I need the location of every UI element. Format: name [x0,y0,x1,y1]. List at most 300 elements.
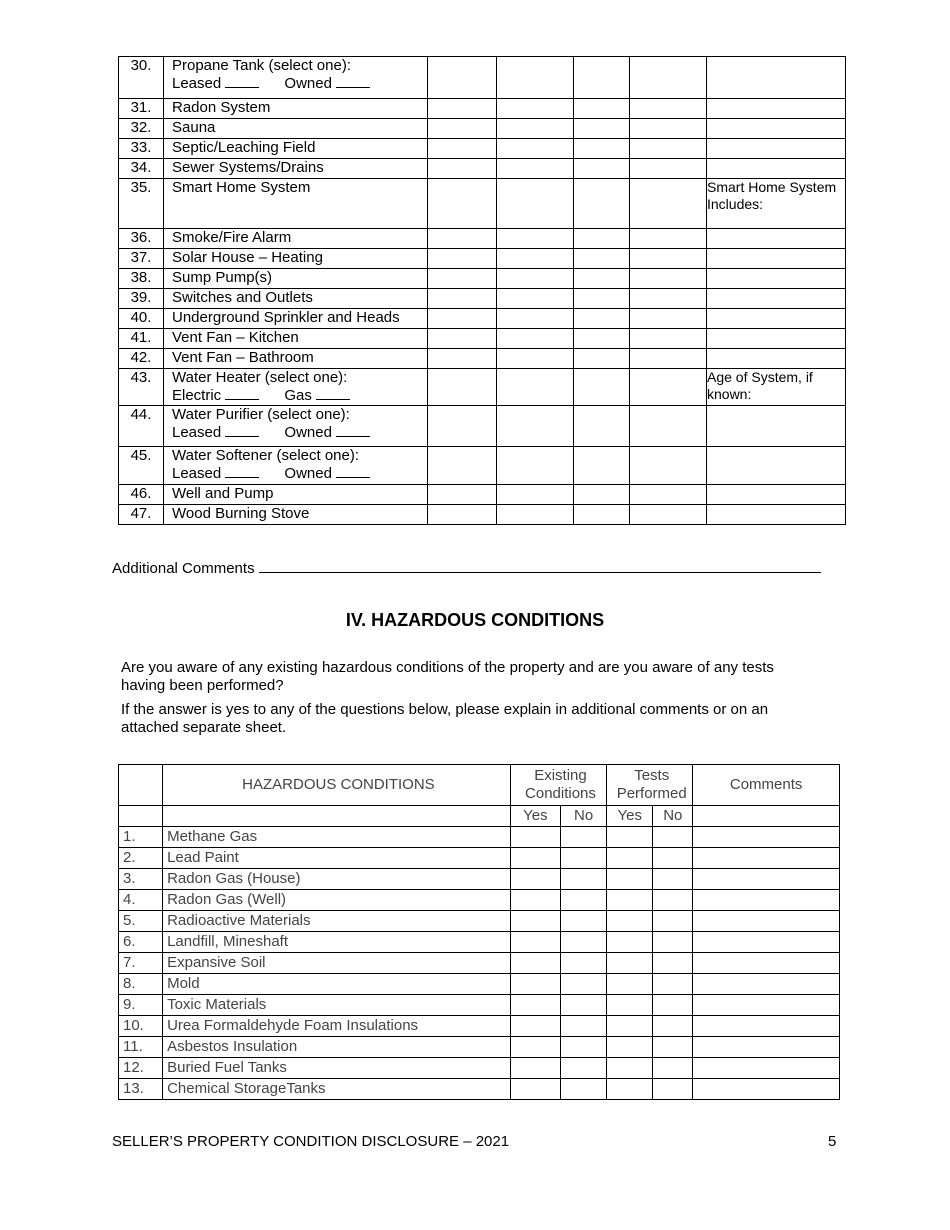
answer-cell[interactable] [574,505,630,525]
answer-cell[interactable] [574,329,630,349]
existing-yes-cell[interactable] [510,995,560,1016]
answer-cell[interactable] [574,139,630,159]
tests-yes-cell[interactable] [607,911,653,932]
row-number: 35. [119,179,164,229]
hazard-row [119,890,840,911]
answer-cell[interactable] [630,269,707,289]
hazard-name: Toxic Materials [163,995,511,1016]
answer-cell[interactable] [630,119,707,139]
item-label: Propane Tank (select one): [172,57,351,74]
row-number: 47. [119,505,164,525]
answer-cell[interactable] [497,179,574,229]
existing-yes-cell[interactable] [510,827,560,848]
row-number: 31. [119,99,164,119]
answer-cell[interactable] [428,159,497,179]
row-number: 36. [119,229,164,249]
answer-cell[interactable] [630,229,707,249]
header-tests-performed: Tests Performed [607,765,693,806]
existing-yes-cell[interactable] [510,1037,560,1058]
comment-cell[interactable] [707,139,846,159]
answer-cell[interactable] [428,289,497,309]
comment-cell[interactable] [707,447,846,485]
item-label: Sauna [172,119,216,136]
tests-yes-cell[interactable] [607,827,653,848]
tests-no-cell[interactable] [653,869,693,890]
tests-yes-cell[interactable] [607,848,653,869]
systems-row [119,249,846,269]
row-number: 30. [119,57,164,99]
comment-cell[interactable] [707,99,846,119]
hazard-name: Mold [163,974,511,995]
answer-cell[interactable] [574,119,630,139]
answer-cell[interactable] [630,349,707,369]
existing-yes-cell[interactable] [510,1058,560,1079]
section-title: IV. HAZARDOUS CONDITIONS [345,610,605,630]
row-number: 32. [119,119,164,139]
hazard-comment-cell[interactable] [693,1016,840,1037]
item-cell [164,269,428,289]
systems-row [119,159,846,179]
answer-cell[interactable] [574,485,630,505]
answer-cell[interactable] [428,269,497,289]
existing-no-cell[interactable] [561,995,607,1016]
answer-cell[interactable] [428,505,497,525]
subheader-existing-yes: Yes [510,806,560,827]
comment-cell[interactable] [707,406,846,447]
hazard-row [119,932,840,953]
option-a-label: Leased [172,424,222,441]
hazard-number: 8. [119,974,163,995]
systems-row [119,505,846,525]
answer-cell[interactable] [630,289,707,309]
systems-row [119,485,846,505]
item-label: Vent Fan – Bathroom [172,349,314,366]
tests-yes-cell[interactable] [607,1079,653,1100]
subheader-existing-no: No [561,806,607,827]
hazard-row [119,974,840,995]
tests-yes-cell[interactable] [607,974,653,995]
hazard-number: 12. [119,1058,163,1079]
comment-cell[interactable]: Smart Home System Includes: [707,179,846,229]
item-cell [164,406,428,447]
tests-yes-cell[interactable] [607,953,653,974]
hazard-row [119,911,840,932]
option-a-blank[interactable] [225,75,259,88]
systems-table [118,56,846,525]
item-cell [164,249,428,269]
hazard-name: Radon Gas (Well) [163,890,511,911]
option-b-blank[interactable] [336,75,370,88]
hazard-comment-cell[interactable] [693,932,840,953]
item-label: Solar House – Heating [172,249,323,266]
systems-row [119,99,846,119]
tests-yes-cell[interactable] [607,1016,653,1037]
systems-row [119,309,846,329]
hazard-name: Radioactive Materials [163,911,511,932]
hazard-comment-cell[interactable] [693,974,840,995]
hazard-comment-cell[interactable] [693,953,840,974]
existing-no-cell[interactable] [561,1079,607,1100]
systems-row [119,329,846,349]
row-number: 41. [119,329,164,349]
systems-row [119,119,846,139]
hazard-name: Asbestos Insulation [163,1037,511,1058]
additional-comments-label: Additional Comments [112,560,255,577]
answer-cell[interactable] [630,99,707,119]
item-label: Well and Pump [172,485,274,502]
hazard-comment-cell[interactable] [693,890,840,911]
hazard-row [119,1016,840,1037]
answer-cell[interactable] [574,57,630,99]
systems-row [119,289,846,309]
answer-cell[interactable] [574,406,630,447]
row-number: 34. [119,159,164,179]
comment-cell[interactable]: Age of System, if known: [707,369,846,406]
answer-cell[interactable] [428,309,497,329]
option-b-label: Owned [284,75,332,92]
page-number: 5 [828,1133,837,1150]
answer-cell[interactable] [497,369,574,406]
hazard-number: 6. [119,932,163,953]
hazard-number: 5. [119,911,163,932]
existing-yes-cell[interactable] [510,890,560,911]
row-number: 45. [119,447,164,485]
answer-cell[interactable] [630,485,707,505]
item-cell [164,159,428,179]
answer-cell[interactable] [497,229,574,249]
item-options [172,424,427,442]
comment-cell[interactable] [707,229,846,249]
existing-no-cell[interactable] [561,848,607,869]
hazard-name: Lead Paint [163,848,511,869]
hazard-number: 3. [119,869,163,890]
answer-cell[interactable] [630,406,707,447]
existing-no-cell[interactable] [561,932,607,953]
hazard-row [119,1079,840,1100]
answer-cell[interactable] [428,99,497,119]
answer-cell[interactable] [497,249,574,269]
option-b-label: Gas [284,387,312,404]
answer-cell[interactable] [428,229,497,249]
hazard-instructions: If the answer is yes to any of the questions below, please explain in additional comments or on an attached separate sheet. [121,701,769,736]
comment-cell[interactable] [707,309,846,329]
systems-row [119,269,846,289]
tests-yes-cell[interactable] [607,1037,653,1058]
tests-yes-cell[interactable] [607,869,653,890]
answer-cell[interactable] [497,349,574,369]
tests-yes-cell[interactable] [607,890,653,911]
option-b-blank[interactable] [316,387,350,400]
hazard-header-row [119,765,840,806]
answer-cell[interactable] [574,369,630,406]
answer-cell[interactable] [428,406,497,447]
existing-yes-cell[interactable] [510,932,560,953]
item-options [172,387,427,405]
answer-cell[interactable] [574,269,630,289]
systems-row [119,179,846,229]
option-a-label: Leased [172,75,222,92]
answer-cell[interactable] [428,179,497,229]
hazard-comment-cell[interactable] [693,911,840,932]
answer-cell[interactable] [630,309,707,329]
existing-no-cell[interactable] [561,869,607,890]
existing-no-cell[interactable] [561,953,607,974]
item-label: Water Softener (select one): [172,447,360,464]
systems-row [119,139,846,159]
hazard-name: Landfill, Mineshaft [163,932,511,953]
item-cell [164,99,428,119]
answer-cell[interactable] [497,485,574,505]
answer-cell[interactable] [630,505,707,525]
hazard-comment-cell[interactable] [693,848,840,869]
option-b-label: Owned [284,424,332,441]
subheader-tests-no: No [653,806,693,827]
subheader-blank [119,806,163,827]
answer-cell[interactable] [630,139,707,159]
answer-cell[interactable] [630,369,707,406]
hazard-comment-cell[interactable] [693,1079,840,1100]
item-label: Smart Home System [172,179,311,196]
answer-cell[interactable] [428,329,497,349]
tests-no-cell[interactable] [653,974,693,995]
item-cell [164,139,428,159]
comment-cell[interactable] [707,119,846,139]
additional-comments-line[interactable] [259,558,821,573]
item-cell [164,505,428,525]
item-label: Septic/Leaching Field [172,139,316,156]
systems-row [119,447,846,485]
answer-cell[interactable] [630,329,707,349]
existing-yes-cell[interactable] [510,1016,560,1037]
item-label: Radon System [172,99,271,116]
existing-no-cell[interactable] [561,827,607,848]
option-b-blank[interactable] [336,424,370,437]
answer-cell[interactable] [630,159,707,179]
item-label: Sump Pump(s) [172,269,273,286]
hazard-name: Buried Fuel Tanks [163,1058,511,1079]
item-cell [164,289,428,309]
option-b-blank[interactable] [336,465,370,478]
answer-cell[interactable] [574,99,630,119]
option-a-blank[interactable] [225,387,259,400]
hazard-comment-cell[interactable] [693,995,840,1016]
row-number: 39. [119,289,164,309]
answer-cell[interactable] [630,447,707,485]
tests-no-cell[interactable] [653,827,693,848]
hazard-number: 13. [119,1079,163,1100]
tests-no-cell[interactable] [653,1079,693,1100]
answer-cell[interactable] [630,249,707,269]
option-a-label: Leased [172,465,222,482]
existing-yes-cell[interactable] [510,953,560,974]
answer-cell[interactable] [497,447,574,485]
item-label: Sewer Systems/Drains [172,159,324,176]
item-label: Water Purifier (select one): [172,406,350,423]
tests-yes-cell[interactable] [607,932,653,953]
answer-cell[interactable] [574,309,630,329]
answer-cell[interactable] [574,447,630,485]
answer-cell[interactable] [574,349,630,369]
row-number: 44. [119,406,164,447]
item-label: Wood Burning Stove [172,505,310,522]
tests-yes-cell[interactable] [607,995,653,1016]
answer-cell[interactable] [497,139,574,159]
answer-cell[interactable] [497,57,574,99]
answer-cell[interactable] [428,485,497,505]
answer-cell[interactable] [574,249,630,269]
comment-cell[interactable] [707,249,846,269]
existing-no-cell[interactable] [561,911,607,932]
row-number: 42. [119,349,164,369]
answer-cell[interactable] [428,249,497,269]
answer-cell[interactable] [630,57,707,99]
existing-no-cell[interactable] [561,974,607,995]
hazard-number: 7. [119,953,163,974]
hazard-row [119,953,840,974]
tests-no-cell[interactable] [653,953,693,974]
row-number: 37. [119,249,164,269]
comment-cell[interactable] [707,329,846,349]
systems-row [119,349,846,369]
option-b-label: Owned [284,465,332,482]
additional-comments [112,558,821,577]
answer-cell[interactable] [497,505,574,525]
item-cell [164,309,428,329]
answer-cell[interactable] [497,289,574,309]
hazard-name: Methane Gas [163,827,511,848]
hazard-number: 10. [119,1016,163,1037]
option-a-label: Electric [172,387,222,404]
hazard-table [118,764,840,1100]
header-comments: Comments [693,765,840,806]
subheader-blank [163,806,511,827]
tests-no-cell[interactable] [653,1037,693,1058]
item-label: Switches and Outlets [172,289,313,306]
hazard-row [119,848,840,869]
header-hazardous-conditions: HAZARDOUS CONDITIONS [163,765,511,806]
option-a-blank[interactable] [225,424,259,437]
answer-cell[interactable] [497,406,574,447]
answer-cell[interactable] [428,119,497,139]
answer-cell[interactable] [497,159,574,179]
row-number: 40. [119,309,164,329]
comment-cell[interactable] [707,289,846,309]
hazard-name: Chemical StorageTanks [163,1079,511,1100]
answer-cell[interactable] [574,159,630,179]
hazard-number: 4. [119,890,163,911]
hazard-comment-cell[interactable] [693,869,840,890]
tests-no-cell[interactable] [653,1016,693,1037]
comment-cell[interactable] [707,269,846,289]
systems-row [119,229,846,249]
item-options [172,75,427,93]
item-cell [164,179,428,229]
item-cell [164,349,428,369]
answer-cell[interactable] [497,99,574,119]
existing-yes-cell[interactable] [510,1079,560,1100]
hazard-row [119,1037,840,1058]
tests-no-cell[interactable] [653,1058,693,1079]
systems-row [119,369,846,406]
item-cell [164,369,428,406]
tests-no-cell[interactable] [653,932,693,953]
comment-cell[interactable] [707,57,846,99]
hazard-number: 2. [119,848,163,869]
item-cell [164,329,428,349]
answer-cell[interactable] [497,119,574,139]
answer-cell[interactable] [428,139,497,159]
hazard-row [119,1058,840,1079]
tests-no-cell[interactable] [653,911,693,932]
answer-cell[interactable] [574,179,630,229]
comment-cell[interactable] [707,485,846,505]
row-number: 38. [119,269,164,289]
row-number: 33. [119,139,164,159]
existing-yes-cell[interactable] [510,974,560,995]
tests-no-cell[interactable] [653,890,693,911]
existing-no-cell[interactable] [561,1016,607,1037]
item-cell [164,229,428,249]
comment-cell[interactable] [707,159,846,179]
item-label: Underground Sprinkler and Heads [172,309,400,326]
tests-no-cell[interactable] [653,995,693,1016]
item-cell [164,119,428,139]
comment-cell[interactable] [707,349,846,369]
answer-cell[interactable] [630,179,707,229]
existing-no-cell[interactable] [561,1037,607,1058]
comment-cell[interactable] [707,505,846,525]
existing-yes-cell[interactable] [510,848,560,869]
existing-yes-cell[interactable] [510,869,560,890]
answer-cell[interactable] [428,57,497,99]
item-label: Vent Fan – Kitchen [172,329,299,346]
existing-no-cell[interactable] [561,1058,607,1079]
hazard-row [119,995,840,1016]
hazard-number: 11. [119,1037,163,1058]
hazard-subheader-row [119,806,840,827]
hazard-row [119,869,840,890]
row-number: 43. [119,369,164,406]
answer-cell[interactable] [497,269,574,289]
hazard-comment-cell[interactable] [693,827,840,848]
header-existing-conditions: Existing Conditions [510,765,606,806]
hazard-name: Radon Gas (House) [163,869,511,890]
hazard-comment-cell[interactable] [693,1037,840,1058]
existing-no-cell[interactable] [561,890,607,911]
answer-cell[interactable] [428,369,497,406]
answer-cell[interactable] [574,229,630,249]
answer-cell[interactable] [574,289,630,309]
item-cell [164,57,428,99]
hazard-row [119,827,840,848]
answer-cell[interactable] [428,349,497,369]
item-label: Water Heater (select one): [172,369,348,386]
option-a-blank[interactable] [225,465,259,478]
hazard-number: 1. [119,827,163,848]
answer-cell[interactable] [497,309,574,329]
row-number: 46. [119,485,164,505]
hazard-comment-cell[interactable] [693,1058,840,1079]
hazard-name: Urea Formaldehyde Foam Insulations [163,1016,511,1037]
header-blank [119,765,163,806]
tests-yes-cell[interactable] [607,1058,653,1079]
existing-yes-cell[interactable] [510,911,560,932]
answer-cell[interactable] [428,447,497,485]
item-label: Smoke/Fire Alarm [172,229,292,246]
answer-cell[interactable] [497,329,574,349]
footer-title: SELLER’S PROPERTY CONDITION DISCLOSURE – 2021 [112,1133,510,1150]
tests-no-cell[interactable] [653,848,693,869]
